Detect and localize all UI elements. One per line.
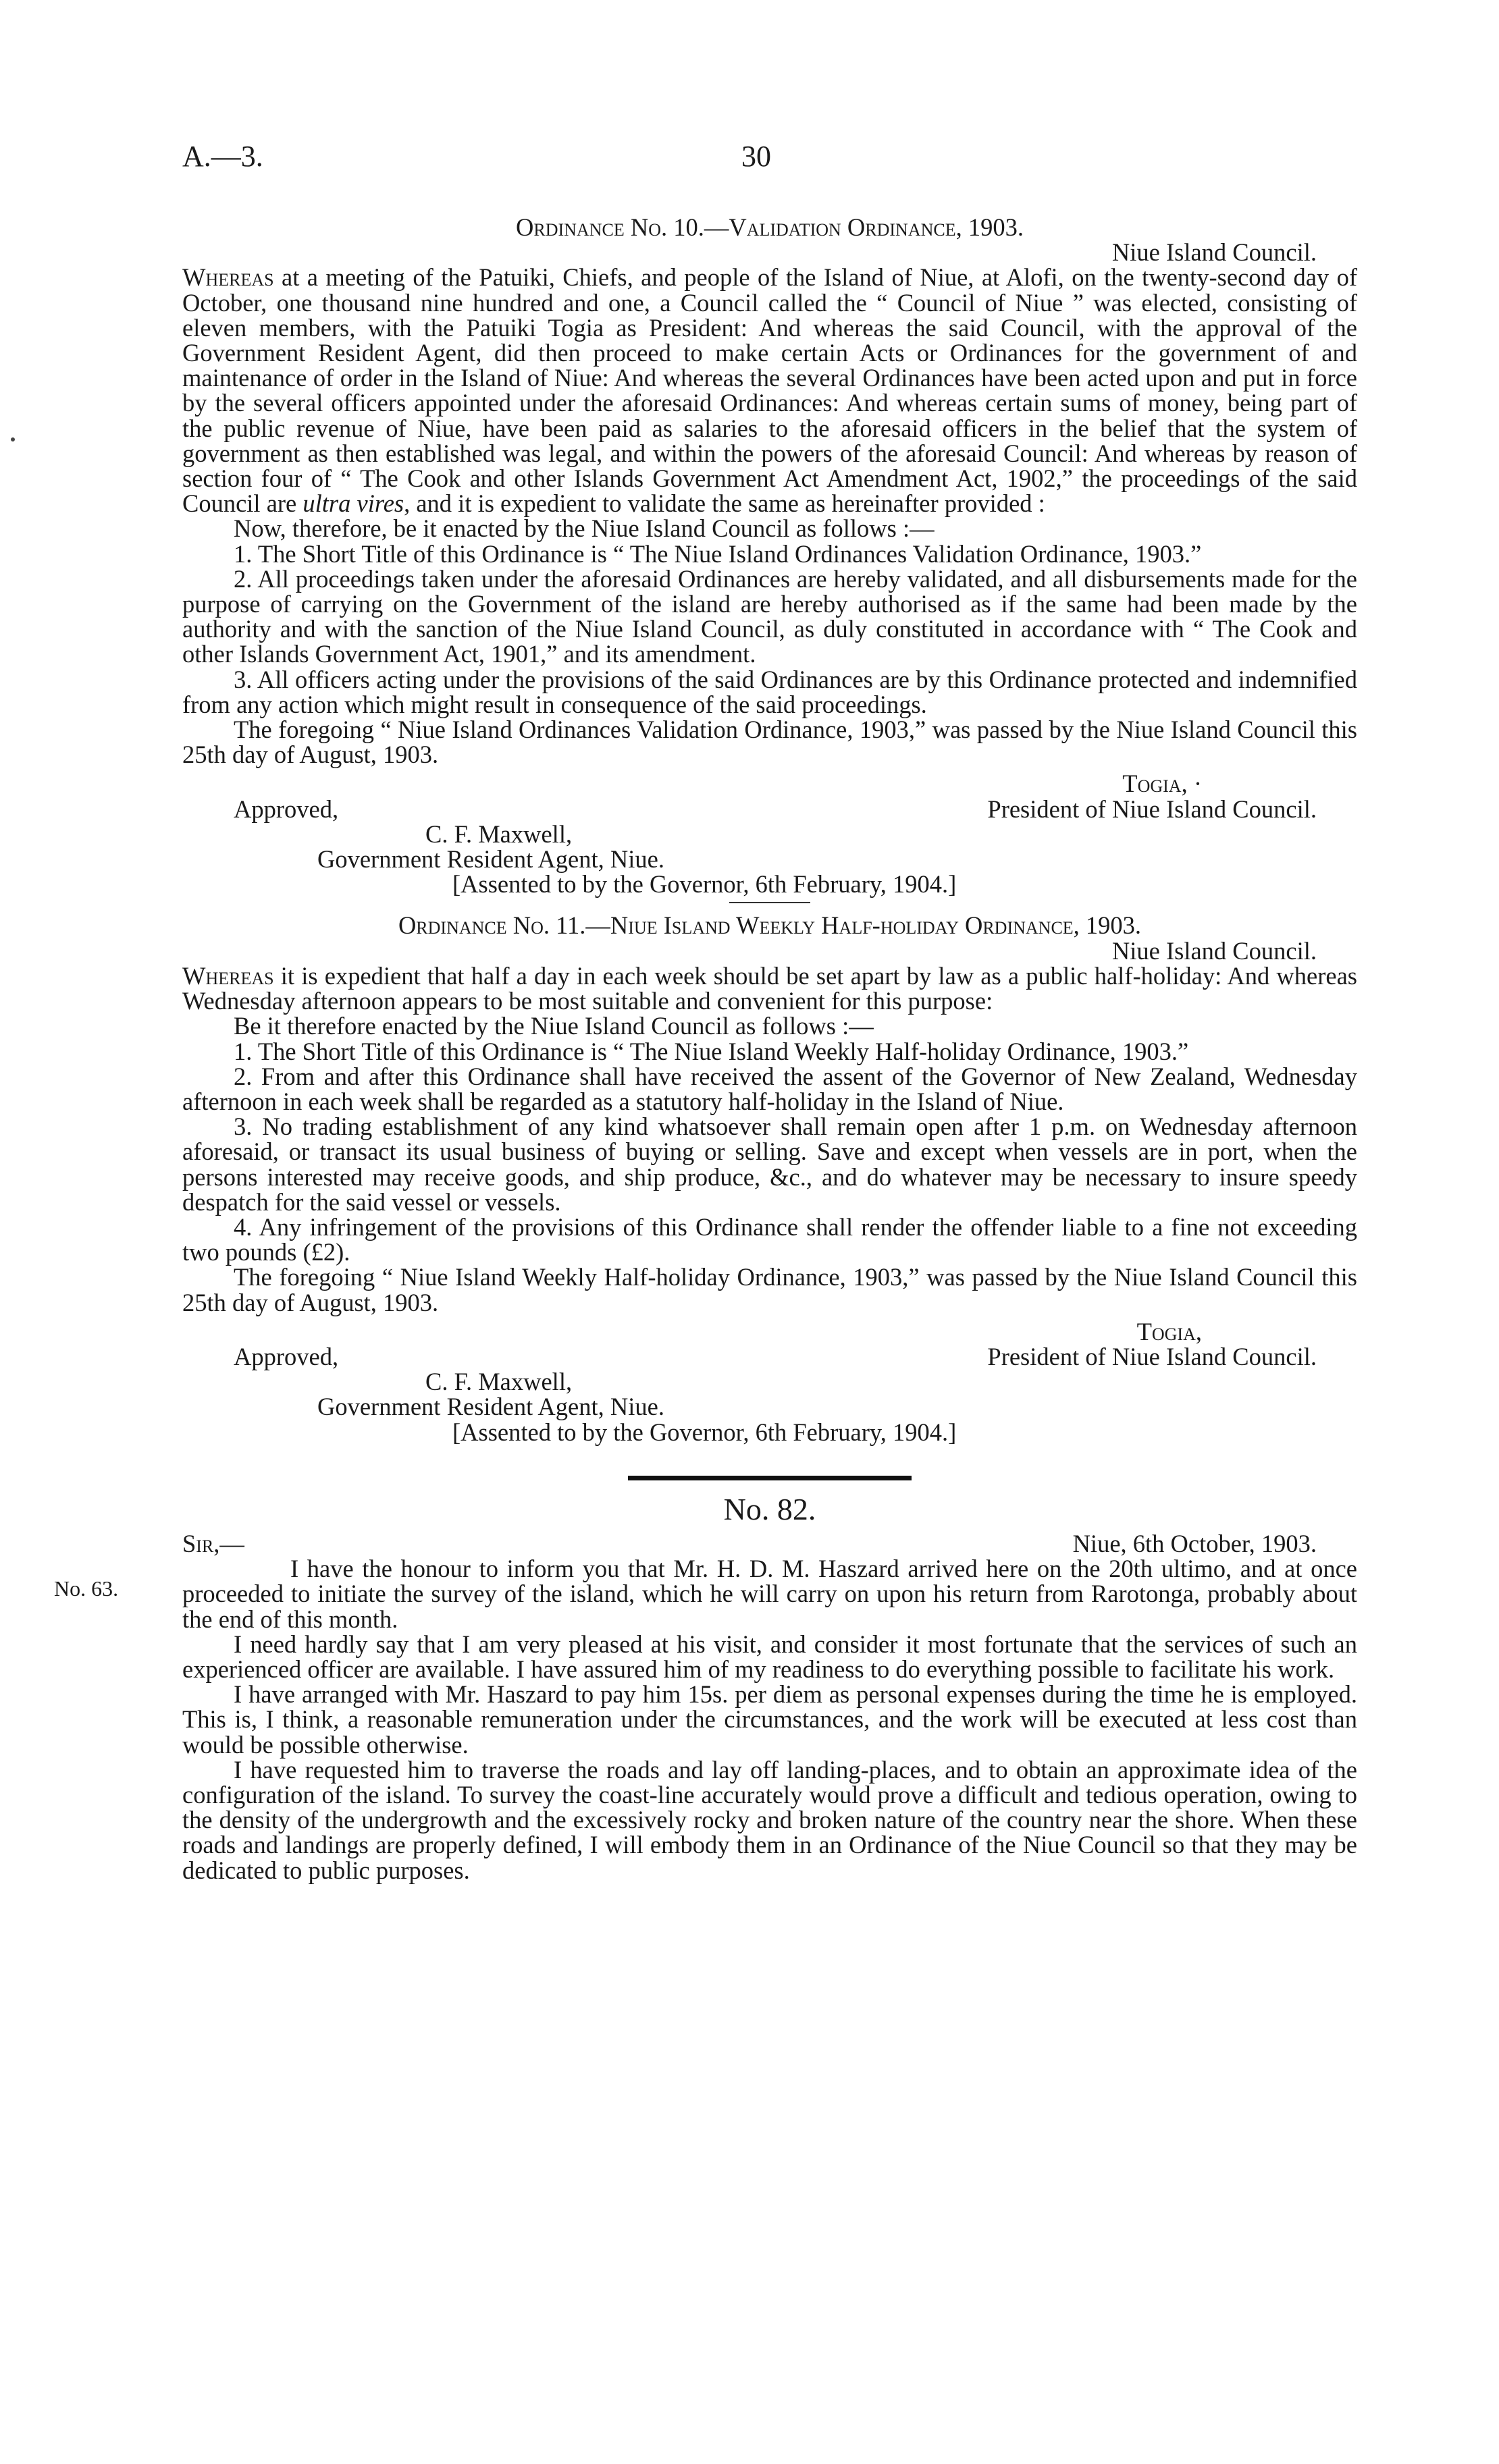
ordinance-11-president: President of Niue Island Council.: [987, 1342, 1317, 1370]
ordinance-11-title: Ordinance No. 11.—Niue Island Weekly Half-holiday Ordinance, 1903.: [398, 911, 1142, 940]
ordinance-11-agent-title: Government Resident Agent, Niue.: [317, 1393, 664, 1421]
ordinance-10-president: President of Niue Island Council.: [987, 795, 1317, 823]
ordinance-10-agent-title: Government Resident Agent, Niue.: [317, 845, 664, 874]
ordinance-11-approved: Approved,: [234, 1342, 339, 1370]
letter-paragraph-3: I have arranged with Mr. Haszard to pay him 15s. per diem as personal expenses during the time he is employed. This is, I think, a reasonable remuneration under the circumstances, and the work will be executed at less cost than would be possible otherwise.: [182, 1680, 1357, 1759]
ordinance-10-section-3: 3. All officers acting under the provisions of the said Ordinances are by this Ordinance protected and indemnified from any action which might result in consequence of the said proceedings.: [182, 665, 1357, 718]
letter-number: No. 82.: [723, 1491, 816, 1526]
letter-82: [54, 1491, 1357, 1884]
ordinance-11-section-1: 1. The Short Title of this Ordinance is “ The Niue Island Weekly Half-holiday Ordinance, 1903.”: [234, 1037, 1189, 1065]
letter-paragraph-1: I have the honour to inform you that Mr. H. D. M. Haszard arrived here on the 20th ultimo, and at once proceeded to initiate the survey of the island, which he will carry on upon his return from Rarotonga, probably about the end of this month.: [182, 1555, 1357, 1633]
ordinance-11-section-2: 2. From and after this Ordinance shall have received the assent of the Governor of New Zealand, Wednesday afternoon in each week shall be regarded as a statutory half-holiday in the Island of Niue.: [182, 1062, 1357, 1115]
ordinance-10-preamble: [182, 265, 1357, 516]
ordinance-10-signature: Togia, ·: [1122, 770, 1202, 798]
ordinance-11-section-3: 3. No trading establishment of any kind whatsoever shall remain open after 1 p.m. on Wednesday afternoon aforesaid, or transact its usual business of buying or selling. Save and except when vessels are in port, when the persons interested may receive goods, and ship produce, &c., and do whatever may be necessary to insure speedy despatch for the said vessel or vessels.: [182, 1113, 1357, 1216]
separator-rule: [729, 902, 810, 903]
ultra-vires: ultra vires: [303, 489, 404, 518]
ordinance-10-approved: Approved,: [234, 795, 339, 823]
ordinance-10-approval-row: [182, 797, 1357, 822]
letter-dateline: Niue, 6th October, 1903.: [1072, 1529, 1317, 1557]
ordinance-11-section-4: 4. Any infringement of the provisions of this Ordinance shall render the offender liable to a fine not exceeding two pounds (£2).: [182, 1212, 1357, 1266]
preamble-text: at a meeting of the Patuiki, Chiefs, and people of the Island of Niue, at Alofi, on the twenty-second day of October, one thousand nine hundred and one, a Council called the “ Council of Niue ” was elected, consisting of eleven members, with the Patuiki Togia as President: And whereas the said Council, with the approval of the Government Resident Agent, did then proceed to make certain Acts or Ordinances for the government of and maintenance of order in the Island of Niue: And whereas the several Ordinances have been acted upon and put in force by the several officers appointed under the aforesaid Ordinances: And whereas certain sums of money, being part of the public revenue of Niue, have been paid as salaries to the aforesaid officers in the belief that the system of government as then established was legal, and within the powers of the aforesaid Council: And whereas by reason of section four of “ The Cook and other Islands Government Act Amendment Act, 1902,” the proceedings of the said Council are: [182, 263, 1357, 518]
ordinance-10-section-2: 2. All proceedings taken under the aforesaid Ordinances are hereby validated, and all disbursements made for the purpose of carrying on the Government of the island are hereby authorised as if the same had been made by the authority and with the sanction of the Niue Island Council, as duly constituted in accordance with “ The Cook and other Islands Government Act, 1901,” and its amendment.: [182, 564, 1357, 668]
ordinance-10-section-1: 1. The Short Title of this Ordinance is “ The Niue Island Ordinances Validation Ordinance, 1903.”: [234, 539, 1202, 568]
ordinance-10-assent: [Assented to by the Governor, 6th February, 1904.]: [452, 870, 957, 899]
ordinance-10-enact: Now, therefore, be it enacted by the Niue Island Council as follows :—: [234, 514, 935, 543]
letter-paragraph-2: I need hardly say that I am very pleased at his visit, and consider it most fortunate that the services of such an experienced officer are available. I have assured him of my readiness to do everything possible to facilitate his work.: [182, 1630, 1357, 1683]
page-body: [54, 213, 1357, 1884]
whereas-word: Whereas: [182, 263, 274, 292]
ordinance-10-title: Ordinance No. 10.—Validation Ordinance, 1903.: [516, 213, 1024, 241]
margin-reference: No. 63.: [54, 1576, 119, 1601]
ordinance-10: [182, 215, 1357, 903]
stray-mark: [11, 437, 15, 441]
ordinance-10-passed: The foregoing “ Niue Island Ordinances Validation Ordinance, 1903,” was passed by the Niue Island Council this 25th day of August, 1903.: [182, 716, 1357, 769]
whereas-word: Whereas: [182, 961, 274, 990]
preamble-end: , and it is expedient to validate the same as hereinafter provided :: [404, 489, 1045, 518]
ordinance-11-assent: [Assented to by the Governor, 6th February, 1904.]: [452, 1418, 957, 1446]
letter-salutation: Sir,—: [182, 1529, 244, 1557]
ordinance-11-approval-row: [182, 1344, 1357, 1369]
ordinance-11-enact: Be it therefore enacted by the Niue Island Council as follows :—: [234, 1012, 874, 1040]
ordinance-11: [182, 913, 1357, 1444]
ordinance-10-council: Niue Island Council.: [1111, 238, 1317, 267]
ordinance-11-signature: Togia,: [1136, 1317, 1202, 1345]
ordinance-11-agent-name: C. F. Maxwell,: [425, 1368, 573, 1396]
document-id: A.—3.: [182, 140, 263, 173]
letter-paragraph-4: I have requested him to traverse the roads and lay off landing-places, and to obtain an approximate idea of the configuration of the island. To survey the coast-line accurately would prove a difficult and tedious operation, owing to the density of the undergrowth and the excessively rocky and broken nature of the country near the shore. When these roads and landings are properly defined, I will embody them in an Ordinance of the Niue Council so that they may be dedicated to public purposes.: [182, 1755, 1357, 1884]
ordinance-10-agent-name: C. F. Maxwell,: [425, 820, 573, 848]
ordinance-11-preamble: [182, 963, 1357, 1013]
ordinance-11-council: Niue Island Council.: [1111, 936, 1317, 965]
preamble-text: it is expedient that half a day in each week should be set apart by law as a public half-holiday: And whereas Wednesday afternoon appears to be most suitable and convenient for this purpose:: [182, 961, 1357, 1015]
letter-header-row: [182, 1531, 1357, 1556]
page-number: 30: [741, 140, 771, 173]
section-divider-rule: [628, 1476, 912, 1480]
ordinance-11-passed: The foregoing “ Niue Island Weekly Half-holiday Ordinance, 1903,” was passed by the Niue Island Council this 25th day of August, 1903.: [182, 1263, 1357, 1316]
